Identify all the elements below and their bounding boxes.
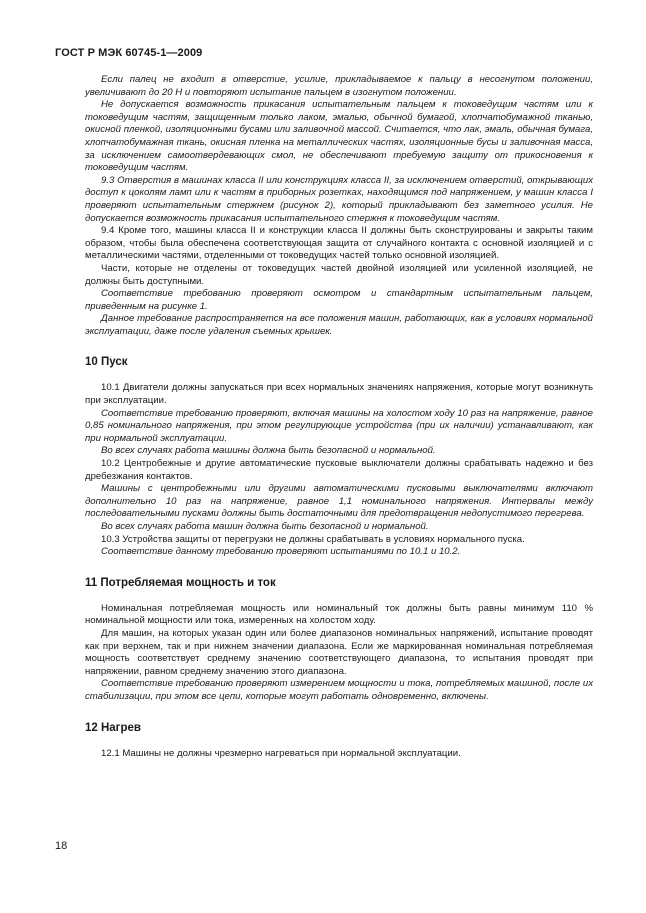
paragraph: 10.1 Двигатели должны запускаться при всех нормальных значениях напряжения, которые могут возникнуть при эксплуатации. <box>85 382 593 407</box>
paragraph: Во всех случаях работа машины должна быть безопасной и нормальной. <box>101 445 436 457</box>
section-heading-10: 10 Пуск <box>85 356 128 369</box>
paragraph: 10.2 Центробежные и другие автоматические пусковые выключатели должны срабатывать надежно и без дребезжания контактов. <box>85 458 593 482</box>
page-number: 18 <box>55 840 68 852</box>
paragraph: Данное требование распространяется на все положения машин, работающих, как в условиях нормальной эксплуатации, даже после удаления съемных крышек. <box>85 313 593 337</box>
paragraph: 12.1 Машины не должны чрезмерно нагреваться при нормальной эксплуатации. <box>101 747 461 759</box>
document-body <box>85 74 593 760</box>
section-heading-11: 11 Потребляемая мощность и ток <box>85 576 276 589</box>
paragraph: Если палец не входит в отверстие, усилие, прикладываемое к пальцу в несогнутом положении, увеличивают до 20 Н и повторяют испытание пальцем в изогнутом положении. <box>85 74 593 98</box>
document-header: ГОСТ Р МЭК 60745-1—2009 <box>55 47 203 59</box>
paragraph: 9.3 Отверстия в машинах класса II или конструкциях класса II, за исключением отверстий, открывающих доступ к цоколям ламп или к частям в приборных розетках, находящимся под напряжением, у машин класса I проверяют испытательным стержнем (рисунок 2), который прикладывают без заметного усилия. Не допускается возможность прикасания испытательного стержня к токоведущим частям. <box>85 174 593 224</box>
section-heading-12: 12 Нагрев <box>85 721 141 734</box>
paragraph: Не допускается возможность прикасания испытательным пальцем к токоведущим частям или к токоведущим частям, защищенным только лаком, эмалью, обычной бумагой, хлопчатобумажной тканью, окисной пленкой, изоляционными бусами или заливочной массой. Считается, что лак, эмаль, обычная бумага, хлопчатобумажная ткань, окисная пленка на металлических частях, изоляционные бусы и заливочная масса, за исключением самоотвердевающих смол, не обеспечивают требуемую защиту от прикосновения к токоведущим частям. <box>85 99 593 174</box>
paragraph: 10.3 Устройства защиты от перегрузки не должны срабатывать в условиях нормального пуска. <box>101 533 525 545</box>
paragraph: 9.4 Кроме того, машины класса II и конструкции класса II должны быть сконструированы и закрыты таким образом, чтобы была обеспечена соответствующая защита от случайного контакта с основной изоляцией и с металлическими частями, отделенными от токоведущих частей только основной изоляцией. <box>85 225 593 262</box>
paragraph: Машины с центробежными или другими автоматическими пусковыми выключателями включают дополнительно 10 раз на напряжение, равное 1,1 номинального напряжения. Интервалы между последовательными пусками должны быть достаточными для предотвращения недопустимого перегрева. <box>85 483 593 520</box>
paragraph: Во всех случаях работа машин должна быть безопасной и нормальной. <box>101 521 429 532</box>
paragraph: Соответствие требованию проверяют измерением мощности и тока, потребляемых машиной, после их стабилизации, при этом все цепи, которые могут работать одновременно, включены. <box>85 678 593 702</box>
paragraph: Номинальная потребляемая мощность или номинальный ток должны быть равны минимум 110 % номинальной мощности или тока, измеренных на холостом ходу. <box>85 602 593 627</box>
paragraph: Соответствие требованию проверяют, включая машины на холостом ходу 10 раз на напряжение, равное 0,85 номинального напряжения, при этом регулирующие устройства (при их наличии) устанавливают, как при нормальной эксплуатации. <box>85 407 593 444</box>
paragraph: Для машин, на которых указан один или более диапазонов номинальных напряжений, испытание проводят как при верхнем, так и при нижнем значении диапазона. Если же маркированная номинальная потребляемая мощность соответствует среднему значению соответствующего диапазона, то испытания проводят при напряжении, равном среднему значению этого диапазона. <box>85 627 593 677</box>
paragraph: Соответствие данному требованию проверяют испытаниями по 10.1 и 10.2. <box>101 546 461 558</box>
paragraph: Соответствие требованию проверяют осмотром и стандартным испытательным пальцем, приведенным на рисунке 1. <box>85 288 593 312</box>
paragraph: Части, которые не отделены от токоведущих частей двойной изоляцией или усиленной изоляцией, не должны быть доступными. <box>85 262 593 287</box>
